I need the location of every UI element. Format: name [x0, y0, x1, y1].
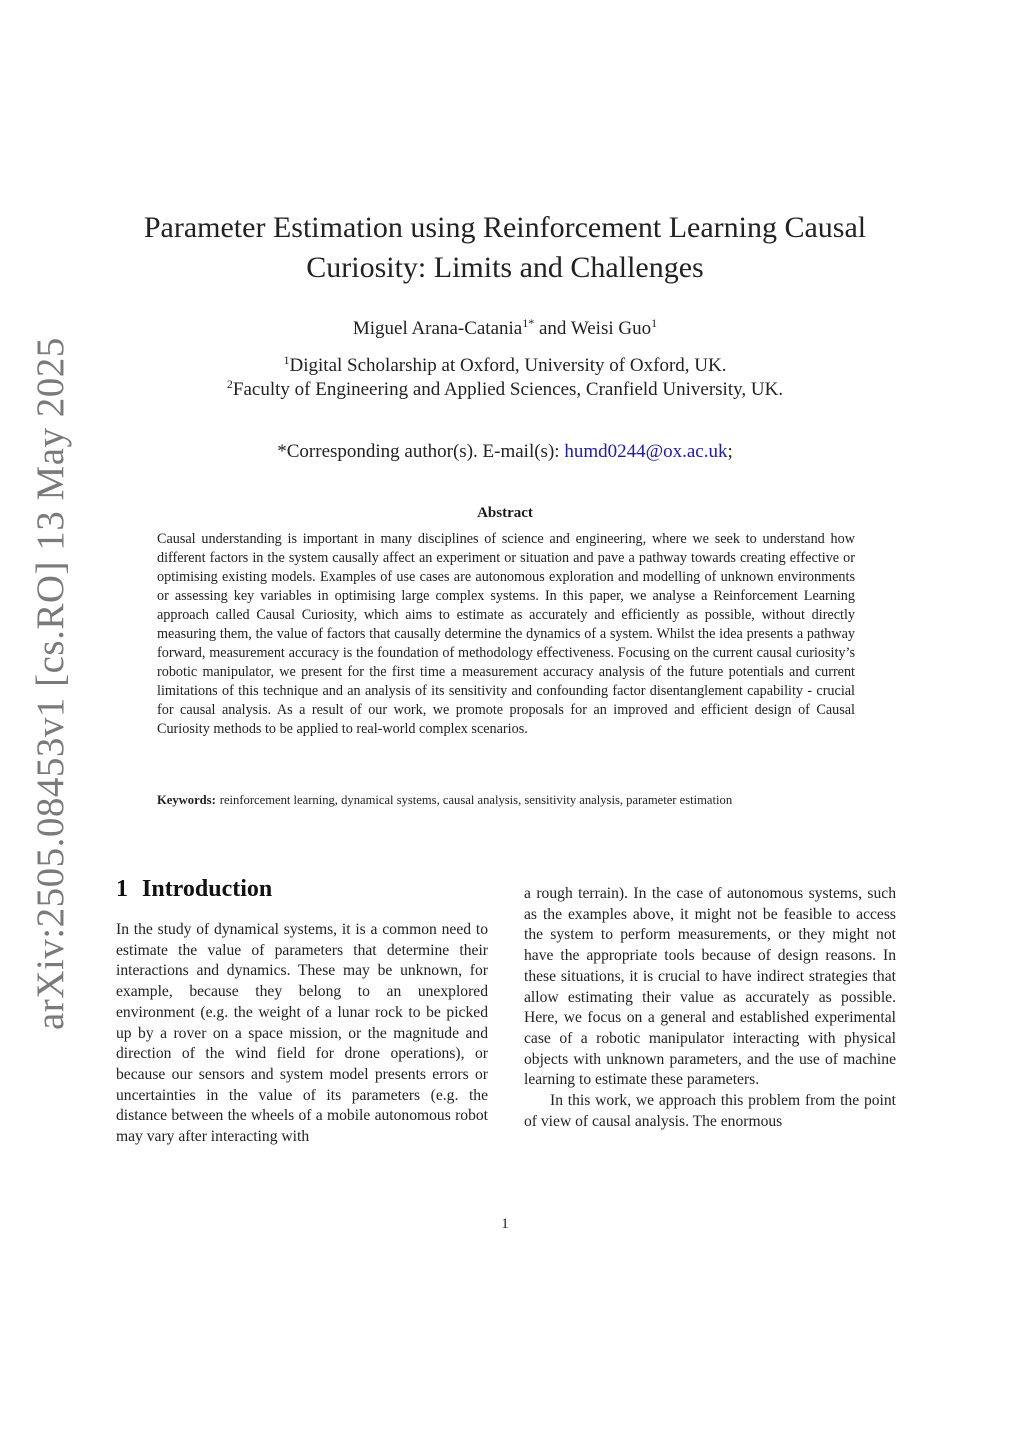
affiliation-mark: 2 — [226, 377, 233, 391]
page-number: 1 — [501, 1216, 509, 1232]
arxiv-identifier-stamp: arXiv:2505.08453v1 [cs.RO] 13 May 2025 — [29, 337, 72, 1030]
affiliation-text: Faculty of Engineering and Applied Sciences, Cranfield University, UK. — [232, 379, 784, 400]
section-heading-introduction — [116, 876, 272, 903]
author-list — [130, 318, 880, 340]
affiliation-line — [130, 378, 880, 402]
keywords — [157, 792, 855, 808]
author-affiliation-mark: 1* — [522, 316, 535, 330]
author-name: Weisi Guo — [570, 318, 652, 339]
keywords-text: reinforcement learning, dynamical systems, causal analysis, sensitivity analysis, parameter estimation — [219, 793, 733, 807]
body-paragraph: In this work, we approach this problem from the point of view of causal analysis. The enormous — [524, 1092, 896, 1130]
body-paragraph: In the study of dynamical systems, it is a common need to estimate the value of parameters that determine their interactions and dynamics. These may be unknown, for example, because they belong to an unexplored environment (e.g. the weight of a lunar rock to be picked up by a rover on a space mission, or the magnitude and direction of the wind field for drone operations), or because our sensors and system model presents errors or uncertainties in the value of its parameters (e.g. the distance between the wheels of a mobile autonomous robot may vary after interacting with — [116, 921, 488, 1146]
corresponding-author-line — [130, 441, 880, 463]
section-number: 1 — [116, 876, 128, 902]
right-text-column — [524, 884, 896, 1132]
body-paragraph: a rough terrain). In the case of autonomous systems, such as the examples above, it might not be feasible to access the system to perform measurements, or they might not have the appropriate tools because of design reasons. In these situations, it is crucial to have indirect strategies that allow estimating their value as accurately as possible. Here, we focus on a general and established experimental case of a robotic manipulator interacting with physical objects with unknown parameters, and the use of machine learning to estimate these parameters. — [524, 885, 896, 1089]
corresponding-prefix: *Corresponding author(s). E-mail(s): — [277, 441, 565, 462]
section-title: Introduction — [142, 876, 273, 902]
author-connector: and — [534, 318, 571, 339]
left-text-column — [116, 920, 488, 1148]
author-affiliation-mark: 1 — [651, 316, 658, 330]
affiliation-mark: 1 — [283, 353, 290, 367]
email-link[interactable]: humd0244@ox.ac.uk — [564, 441, 728, 462]
affiliation-text: Digital Scholarship at Oxford, University of Oxford, UK. — [289, 355, 727, 376]
affiliation-line — [130, 354, 880, 378]
keywords-label: Keywords: — [157, 793, 216, 807]
abstract-heading: Abstract — [477, 505, 533, 521]
affiliation-list — [130, 354, 880, 402]
paper-title: Parameter Estimation using Reinforcement Learning Causal Curiosity: Limits and Challenges — [143, 211, 867, 284]
author-name: Miguel Arana-Catania — [352, 318, 523, 339]
corresponding-suffix: ; — [727, 441, 733, 462]
abstract-body: Causal understanding is important in many disciplines of science and engineering, where we seek to understand how different factors in the system causally affect an experiment or situation and pave a pathway towards creating effective or optimising existing models. Examples of use cases are autonomous exploration and modelling of unknown environments or assessing key variables in optimising large complex systems. In this paper, we analyse a Reinforcement Learning approach called Causal Curiosity, which aims to estimate as accurately and efficiently as possible, without directly measuring them, the value of factors that causally determine the dynamics of a system. Whilst the idea presents a pathway forward, measurement accuracy is the foundation of methodology effectiveness. Focusing on the current causal curiosity’s robotic manipulator, we present for the first time a measurement accuracy analysis of the future potentials and current limitations of this technique and an analysis of its sensitivity and confounding factor disentanglement capability - crucial for causal analysis. As a result of our work, we promote proposals for an improved and efficient design of Causal Curiosity methods to be applied to real-world complex scenarios. — [157, 531, 855, 737]
